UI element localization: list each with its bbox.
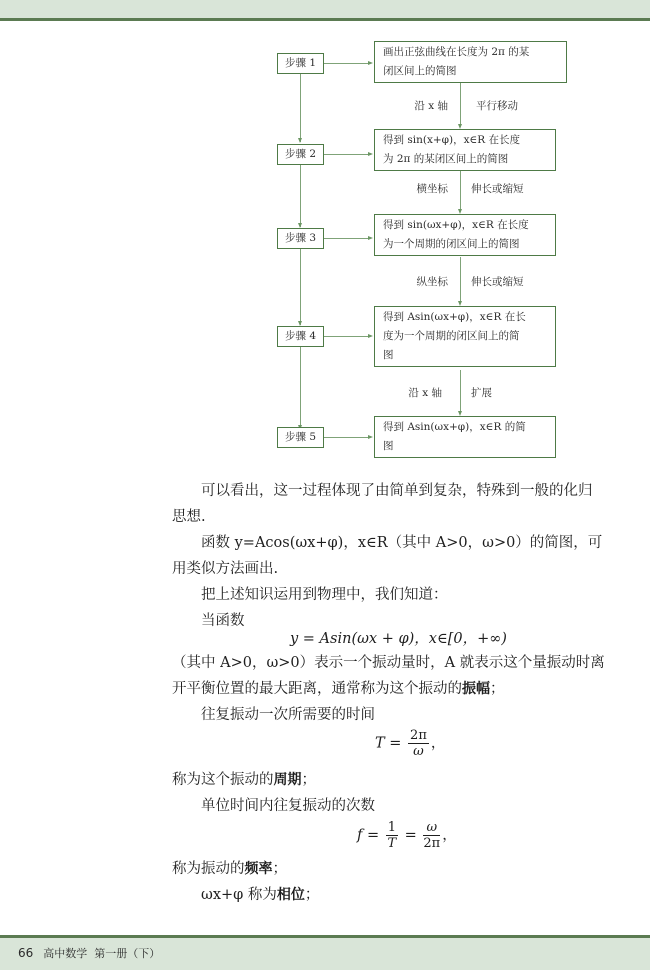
box-line: 得到 Asin(ωx+φ)，x∈R 在长 bbox=[383, 311, 526, 323]
transition-label-right: 伸长或缩短 bbox=[471, 276, 524, 288]
formula-period bbox=[375, 728, 445, 759]
book-title: 高中数学 第一册（下） bbox=[43, 947, 161, 960]
step-label: 步骤 4 bbox=[284, 330, 317, 342]
text-line: 把上述知识运用到物理中，我们知道： bbox=[201, 587, 448, 603]
term-frequency: 频率 bbox=[244, 861, 273, 877]
box-connector bbox=[460, 257, 461, 303]
step-box-5 bbox=[277, 427, 324, 448]
text-line: 思想. bbox=[172, 509, 206, 525]
step-box-2 bbox=[277, 144, 324, 165]
paragraph-period-intro bbox=[172, 702, 627, 728]
arrow-right-icon bbox=[368, 334, 373, 338]
text-span: ； bbox=[301, 772, 316, 788]
transition-label-left: 沿 x 轴 bbox=[414, 100, 448, 112]
formula-lhs: T = bbox=[375, 735, 402, 752]
paragraph-frequency-intro bbox=[172, 793, 627, 819]
paragraph-summary bbox=[172, 478, 627, 530]
term-phase: 相位 bbox=[276, 887, 305, 903]
step-label: 步骤 3 bbox=[284, 232, 317, 244]
arrow-right-icon bbox=[368, 61, 373, 65]
term-period: 周期 bbox=[273, 772, 302, 788]
text-line: 函数 y=Acos(ωx+φ)，x∈R（其中 A>0，ω>0）的简图，可 bbox=[201, 535, 603, 551]
page-number: 66 bbox=[18, 946, 34, 960]
box-line: 闭区间上的简图 bbox=[383, 65, 457, 77]
text-span: 称为振动的 bbox=[172, 861, 245, 877]
formula-frequency bbox=[357, 820, 457, 851]
box-line: 图 bbox=[383, 349, 394, 361]
result-box-1 bbox=[374, 41, 567, 83]
box-line: 画出正弦曲线在长度为 2π 的某 bbox=[383, 46, 530, 58]
paragraph-frequency bbox=[172, 856, 627, 882]
formula-tail: ， bbox=[430, 735, 446, 752]
transition-label-right: 伸长或缩短 bbox=[471, 183, 524, 195]
paragraph-cosine bbox=[172, 530, 627, 582]
step-connector bbox=[300, 164, 301, 227]
arrow-right-icon bbox=[368, 152, 373, 156]
header-band bbox=[0, 0, 650, 18]
denominator: 2π bbox=[423, 836, 441, 851]
box-line: 图 bbox=[383, 440, 394, 452]
arrow-right-icon bbox=[368, 236, 373, 240]
transition-label-right: 平行移动 bbox=[476, 100, 518, 112]
text-line: 往复振动一次所需要的时间 bbox=[201, 707, 375, 723]
text-span: ωx+φ 称为 bbox=[201, 887, 277, 903]
result-box-2 bbox=[374, 129, 556, 171]
box-line: 为 2π 的某闭区间上的简图 bbox=[383, 153, 509, 165]
numerator: 1 bbox=[387, 820, 397, 835]
paragraph-period bbox=[172, 767, 627, 793]
transition-label-left: 纵坐标 bbox=[416, 276, 448, 288]
text-line bbox=[172, 767, 627, 793]
step-to-box-connector bbox=[324, 238, 368, 239]
transition-label-right: 扩展 bbox=[471, 387, 492, 399]
text-line: （其中 A>0，ω>0）表示一个振动量时，A 就表示这个量振动时离 bbox=[172, 655, 605, 671]
header-rule bbox=[0, 18, 650, 21]
text-span: 开平衡位置的最大距离，通常称为这个振动的 bbox=[172, 681, 462, 697]
result-box-5 bbox=[374, 416, 556, 458]
fraction bbox=[423, 820, 440, 851]
box-line: 得到 Asin(ωx+φ)，x∈R 的简 bbox=[383, 421, 526, 433]
text-line bbox=[172, 676, 627, 702]
step-label: 步骤 5 bbox=[284, 431, 317, 443]
fraction bbox=[386, 820, 398, 851]
text-line bbox=[172, 882, 627, 908]
step-label: 步骤 1 bbox=[284, 57, 317, 69]
step-box-1 bbox=[277, 53, 324, 74]
formula-oscillation: y = Asin(ωx + φ)，x∈[0，+∞) bbox=[290, 631, 507, 647]
numerator: ω bbox=[423, 820, 440, 836]
box-line: 度为一个周期的闭区间上的简 bbox=[383, 330, 520, 342]
formula-lhs: f = bbox=[357, 827, 380, 844]
step-box-3 bbox=[277, 228, 324, 249]
term-amplitude: 振幅 bbox=[462, 681, 490, 697]
transition-label-left: 沿 x 轴 bbox=[408, 387, 442, 399]
fraction bbox=[408, 728, 429, 759]
equals-sign: = bbox=[404, 827, 417, 844]
text-span: ； bbox=[490, 681, 505, 697]
text-line: 单位时间内往复振动的次数 bbox=[201, 798, 375, 814]
box-line: 得到 sin(x+φ)，x∈R 在长度 bbox=[383, 134, 521, 146]
arrow-right-icon bbox=[368, 435, 373, 439]
box-connector bbox=[460, 82, 461, 126]
step-to-box-connector bbox=[324, 336, 368, 337]
arrow-down-icon bbox=[298, 138, 302, 143]
step-to-box-connector bbox=[324, 63, 368, 64]
text-span: ； bbox=[304, 887, 320, 903]
result-box-3 bbox=[374, 214, 556, 256]
step-to-box-connector bbox=[324, 437, 368, 438]
box-connector bbox=[460, 370, 461, 413]
text-span: ； bbox=[272, 861, 287, 877]
step-connector bbox=[300, 74, 301, 142]
text-line: 可以看出，这一过程体现了由简单到复杂，特殊到一般的化归 bbox=[201, 483, 593, 499]
paragraph-phase bbox=[172, 882, 627, 908]
result-box-4 bbox=[374, 306, 556, 367]
box-line: 得到 sin(ωx+φ)，x∈R 在长度 bbox=[383, 219, 529, 231]
step-label: 步骤 2 bbox=[284, 148, 317, 160]
text-line: 当函数 bbox=[201, 613, 245, 629]
step-box-4 bbox=[277, 326, 324, 347]
step-to-box-connector bbox=[324, 154, 368, 155]
page-footer bbox=[18, 945, 160, 961]
transition-label-left: 横坐标 bbox=[416, 183, 448, 195]
paragraph-amplitude bbox=[172, 650, 627, 702]
denominator: ω bbox=[413, 744, 424, 759]
numerator: 2π bbox=[410, 728, 427, 743]
text-line: 用类似方法画出. bbox=[172, 561, 279, 577]
formula-tail: ， bbox=[442, 827, 457, 844]
text-line bbox=[172, 856, 627, 882]
box-connector bbox=[460, 167, 461, 211]
text-span: 称为这个振动的 bbox=[172, 772, 274, 788]
step-connector bbox=[300, 347, 301, 429]
box-line: 为一个周期的闭区间上的简图 bbox=[383, 238, 520, 250]
step-connector bbox=[300, 249, 301, 325]
denominator: T bbox=[387, 836, 397, 851]
